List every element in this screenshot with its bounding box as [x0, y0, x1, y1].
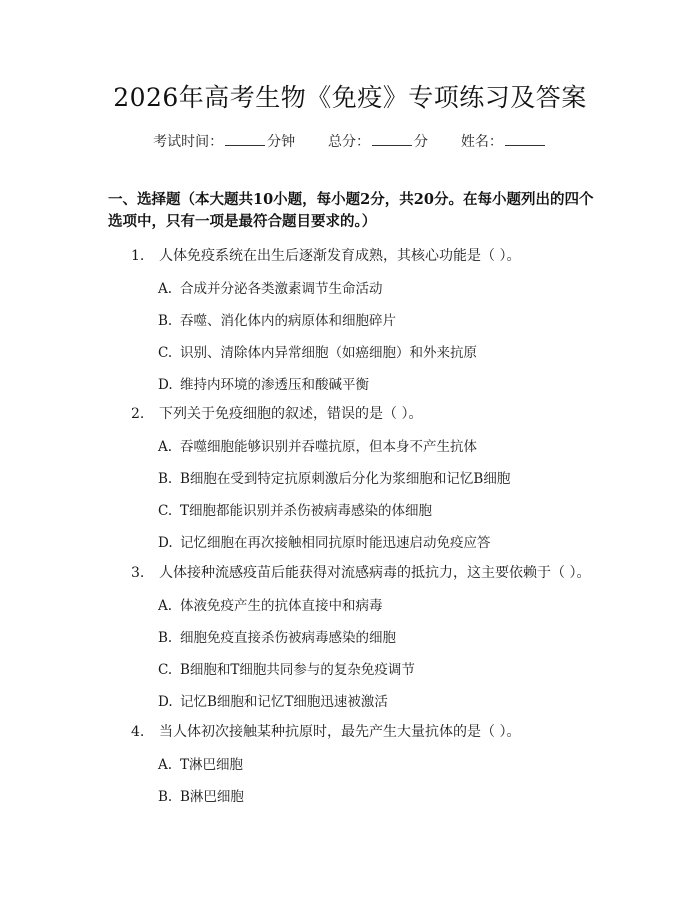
question-2-option-c [158, 499, 432, 519]
option-text: B细胞在受到特定抗原刺激后分化为浆细胞和记忆B细胞 [180, 471, 511, 487]
question-3 [131, 562, 590, 582]
question-3-option-a [158, 594, 383, 614]
question-1 [131, 245, 520, 265]
option-letter: B. [158, 789, 173, 805]
option-letter: D. [158, 535, 173, 551]
question-4 [131, 721, 520, 741]
question-2-option-d [158, 531, 491, 551]
time-unit: 分钟 [267, 134, 296, 150]
question-2-option-b [158, 467, 510, 487]
option-letter: B. [158, 313, 173, 329]
question-stem: 当人体初次接触某种抗原时，最先产生大量抗体的是（ ）。 [159, 724, 521, 740]
question-stem: 人体免疫系统在出生后逐渐发育成熟，其核心功能是（ ）。 [159, 248, 521, 264]
question-3-option-b [158, 626, 396, 646]
question-2 [131, 403, 422, 423]
page-title: 2026年高考生物《免疫》专项练习及答案 [113, 83, 587, 112]
option-letter: A. [158, 281, 173, 297]
option-text: 记忆B细胞和记忆T细胞迅速被激活 [180, 694, 388, 710]
option-text: T细胞都能识别并杀伤被病毒感染的体细胞 [180, 503, 433, 519]
section-heading: 一、选择题（本大题共10小题，每小题2分，共20分。在每小题列出的四个选项中，只有一项是最符合题目要求的。） [108, 191, 594, 230]
option-letter: C. [158, 662, 173, 678]
score-unit: 分 [414, 134, 428, 150]
question-stem: 下列关于免疫细胞的叙述，错误的是（ ）。 [159, 406, 423, 422]
time-label: 考试时间： [153, 134, 224, 150]
question-number: 2. [131, 406, 145, 422]
question-3-option-d [158, 690, 388, 710]
option-text: B淋巴细胞 [180, 789, 244, 805]
option-letter: A. [158, 757, 173, 773]
name-blank [505, 131, 545, 146]
question-number: 4. [131, 724, 145, 740]
option-letter: B. [158, 630, 173, 646]
score-blank [372, 131, 412, 146]
option-text: B细胞和T细胞共同参与的复杂免疫调节 [180, 662, 415, 678]
option-text: 记忆细胞在再次接触相同抗原时能迅速启动免疫应答 [180, 535, 491, 551]
question-4-option-b [158, 785, 244, 805]
question-4-option-a [158, 753, 243, 773]
question-number: 3. [131, 565, 145, 581]
option-letter: B. [158, 471, 173, 487]
option-text: 细胞免疫直接杀伤被病毒感染的细胞 [180, 630, 396, 646]
option-text: 体液免疫产生的抗体直接中和病毒 [180, 598, 383, 614]
question-1-option-b [158, 309, 396, 329]
option-text: 吞噬细胞能够识别并吞噬抗原，但本身不产生抗体 [180, 439, 477, 455]
option-letter: D. [158, 377, 173, 393]
question-3-option-c [158, 658, 415, 678]
question-2-option-a [158, 435, 477, 455]
option-text: 识别、清除体内异常细胞（如癌细胞）和外来抗原 [180, 345, 477, 361]
option-letter: A. [158, 598, 173, 614]
option-text: 维持内环境的渗透压和酸碱平衡 [180, 377, 369, 393]
exam-info-row [0, 131, 700, 151]
option-text: 合成并分泌各类激素调节生命活动 [180, 281, 383, 297]
option-letter: C. [158, 503, 173, 519]
option-text: T淋巴细胞 [180, 757, 244, 773]
question-1-option-c [158, 341, 477, 361]
question-stem: 人体接种流感疫苗后能获得对流感病毒的抵抗力，这主要依赖于（ ）。 [159, 565, 591, 581]
question-number: 1. [131, 248, 145, 264]
question-1-option-d [158, 373, 369, 393]
score-label: 总分： [328, 134, 370, 150]
time-blank [225, 131, 265, 146]
option-letter: A. [158, 439, 173, 455]
question-1-option-a [158, 277, 383, 297]
name-label: 姓名： [460, 134, 503, 150]
option-letter: D. [158, 694, 173, 710]
option-letter: C. [158, 345, 173, 361]
option-text: 吞噬、消化体内的病原体和细胞碎片 [180, 313, 396, 329]
